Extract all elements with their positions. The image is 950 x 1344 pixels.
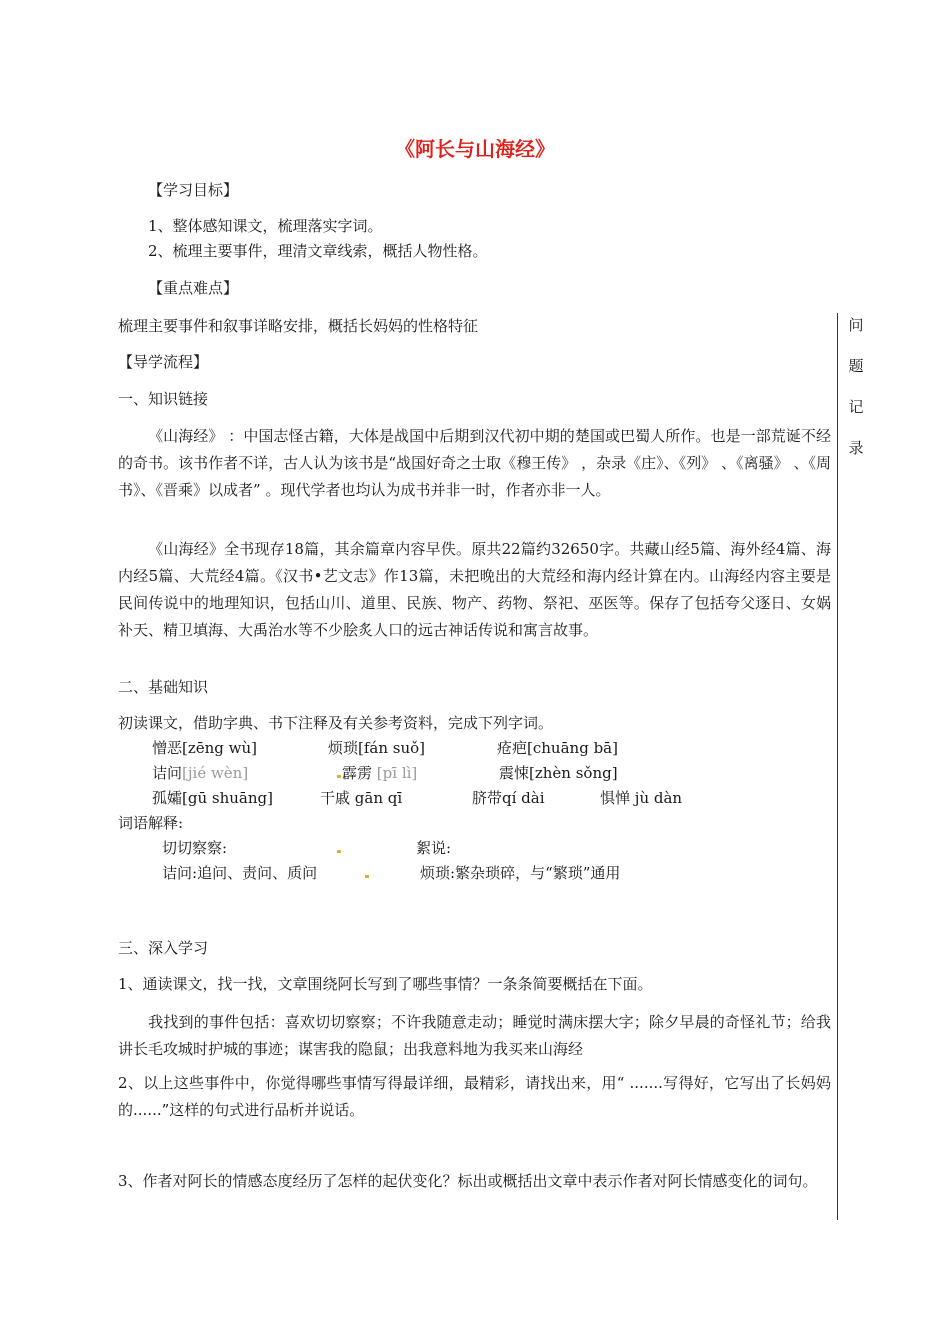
question-2: 2、以上这些事件中，你觉得哪些事情写得最详细，最精彩，请找出来，用“ .......写得好，它写出了长妈妈的......”这样的句式进行品析并说话。 <box>118 1074 831 1119</box>
vocab-word: 孤孀 <box>152 789 183 807</box>
goal-item-1: 1、整体感知课文，梳理落实字词。 <box>148 217 383 235</box>
vocab-item <box>328 737 425 758</box>
section1-paragraph-2 <box>118 536 831 644</box>
vocab-item <box>320 787 402 808</box>
vocab-word: 干戚 <box>320 789 351 807</box>
side-label-4: 录 <box>848 439 864 457</box>
side-label-2: 题 <box>848 357 864 375</box>
question-1: 1、通读课文，找一找，文章围绕阿长写到了哪些事情？一条条简要概括在下面。 <box>118 975 653 993</box>
goals-header: 【学习目标】 <box>148 181 239 199</box>
explain-item <box>420 862 620 883</box>
section1-heading: 一、知识链接 <box>118 390 209 408</box>
vocab-pinyin: [zēng wù] <box>182 739 258 757</box>
vocab-pinyin: [zhèn sǒng] <box>529 764 618 782</box>
explain-term: 诘问: <box>162 864 198 882</box>
answer-1 <box>118 1009 831 1063</box>
vocab-pinyin: jù dàn <box>634 789 683 807</box>
vocab-item <box>472 787 545 808</box>
explain-term: 絮说: <box>416 839 452 857</box>
section2-heading: 二、基础知识 <box>118 678 209 696</box>
vocab-pinyin: [pī lì] <box>376 764 418 782</box>
key-points-header: 【重点难点】 <box>148 279 239 297</box>
vocab-item <box>152 762 248 783</box>
section3-heading: 三、深入学习 <box>118 939 209 957</box>
vocab-pinyin: [chuāng bā] <box>527 739 618 757</box>
vocab-word: 霹雳 <box>342 764 373 782</box>
side-divider <box>837 313 838 1220</box>
explain-term: 烦琐: <box>420 864 456 882</box>
vocab-item <box>336 762 417 783</box>
vocab-pinyin: [gū shuāng] <box>182 789 273 807</box>
vocab-word: 憎恶 <box>152 739 183 757</box>
vocab-word: 脐带 <box>472 789 503 807</box>
vocab-pinyin: [fán suǒ] <box>358 739 426 757</box>
explain-def: 繁杂琐碎，与“繁琐”通用 <box>455 864 621 882</box>
explain-item <box>162 862 317 883</box>
vocab-item <box>499 762 618 783</box>
key-points-text: 梳理主要事件和叙事详略安排，概括长妈妈的性格特征 <box>118 317 479 335</box>
vocab-word: 疮疤 <box>497 739 528 757</box>
vocab-word: 惧惮 <box>600 789 631 807</box>
vocab-pinyin: [jié wèn] <box>182 764 249 782</box>
vocab-word: 诘问 <box>152 764 183 782</box>
vocab-word: 震悚 <box>499 764 530 782</box>
side-label-1: 问 <box>848 316 864 334</box>
edit-mark <box>337 775 341 778</box>
edit-mark <box>365 875 369 878</box>
side-label-3: 记 <box>848 398 864 416</box>
vocab-item <box>152 787 273 808</box>
section2-intro: 初读课文，借助字典、书下注释及有关参考资料，完成下列字词。 <box>118 714 554 732</box>
vocab-word: 烦琐 <box>328 739 359 757</box>
vocab-pinyin: qí dài <box>502 789 545 807</box>
goal-item-2: 2、梳理主要事件，理清文章线索，概括人物性格。 <box>148 242 488 260</box>
vocab-pinyin: gān qī <box>354 789 403 807</box>
question-3: 3、作者对阿长的情感态度经历了怎样的起伏变化？标出或概括出文章中表示作者对阿长情感变化的词句。 <box>118 1172 818 1190</box>
explain-term: 切切察察: <box>162 839 228 857</box>
section1-paragraph-1-text: 《山海经》 ：中国志怪古籍，大体是战国中后期到汉代初中期的楚国或巴蜀人所作。也是一部荒诞不经的奇书。该书作者不详，古人认为该书是“战国好奇之士取《穆王传》 ，杂录《庄》、《列》 、《离骚》 、《周书》、《晋乘》以成者” 。现代学者也均认为成书并非一时，作者亦非一人。 <box>118 427 831 499</box>
guide-header: 【导学流程】 <box>118 353 209 371</box>
explain-label: 词语解释: <box>118 814 184 832</box>
vocab-item <box>152 737 257 758</box>
section1-paragraph-2-text: 《山海经》全书现存18篇，其余篇章内容早佚。原共22篇约32650字。共藏山经5篇、海外经4篇、海内经5篇、大荒经4篇。《汉书•艺文志》作13篇，未把晚出的大荒经和海内经计算在内。山海经内容主要是民间传说中的地理知识，包括山川、道里、民族、物产、药物、祭祀、巫医等。保存了包括夸父逐日、女娲补天、精卫填海、大禹治水等不少脍炙人口的远古神话传说和寓言故事。 <box>118 540 831 639</box>
explain-def: 追问、责问、质问 <box>197 864 318 882</box>
vocab-item <box>497 737 618 758</box>
answer-1-text: 我找到的事件包括：喜欢切切察察；不许我随意走动；睡觉时满床摆大字；除夕早晨的奇怪礼节；给我讲长毛攻城时护城的事迹；谋害我的隐鼠；出我意料地为我买来山海经 <box>118 1013 831 1058</box>
edit-mark <box>337 850 341 853</box>
vocab-item <box>600 787 682 808</box>
section1-paragraph-1 <box>118 423 831 504</box>
page-title: 《阿长与山海经》 <box>395 137 555 161</box>
